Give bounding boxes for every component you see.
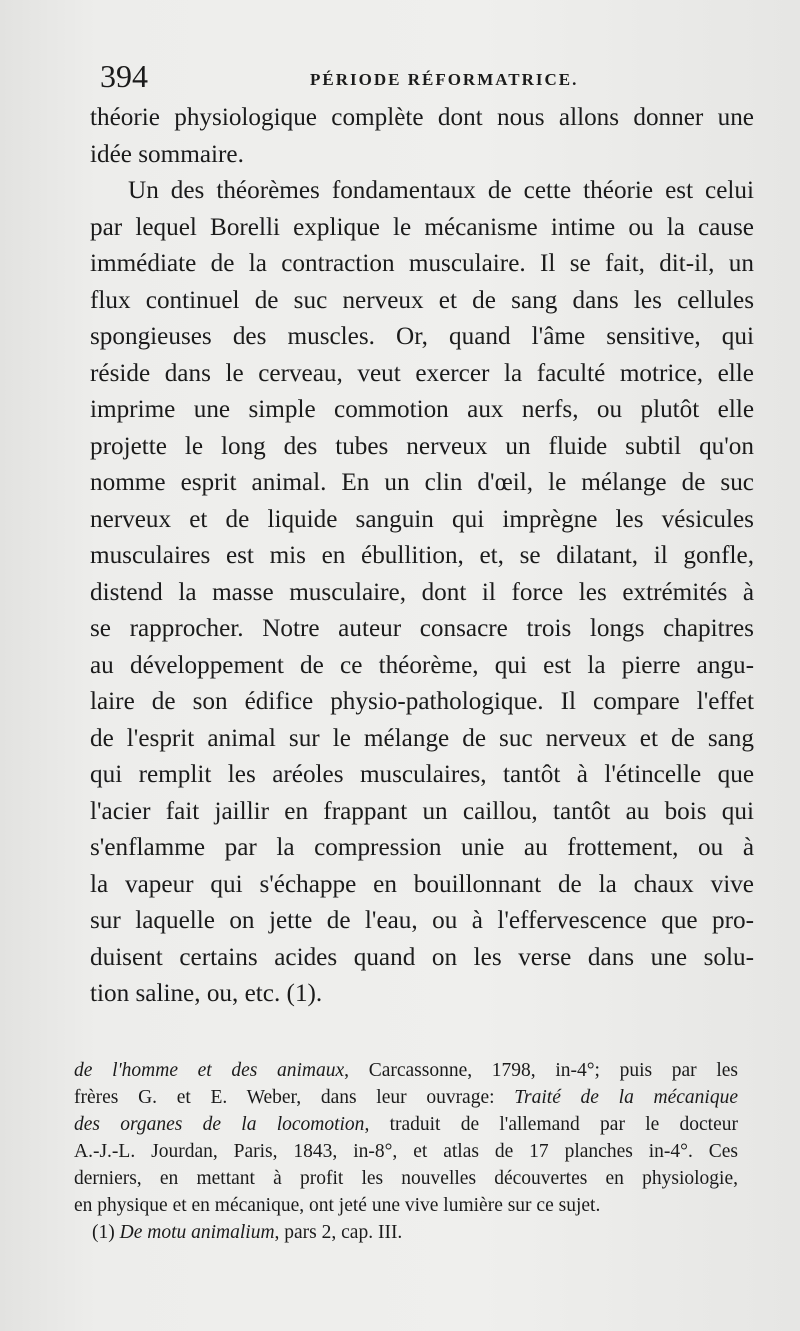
- footnotes: [74, 1057, 738, 1246]
- text-line: immédiate de la contraction musculaire. Il se fait, dit-il, un: [90, 250, 754, 277]
- footnote-text: , pars 2, cap. III.: [274, 1222, 403, 1243]
- text-line: laire de son édifice physio-pathologique. Il compare l'effet: [90, 688, 754, 715]
- footnote-line: [74, 1057, 738, 1084]
- footnote-line: A.-J.-L. Jourdan, Paris, 1843, in-8°, et atlas de 17 planches in-4°. Ces: [74, 1141, 738, 1162]
- footnote-marker: (1): [92, 1222, 120, 1243]
- text-line: Un des théorèmes fondamentaux de cette théorie est celui: [128, 177, 754, 204]
- text-line: imprime une simple commotion aux nerfs, ou plutôt elle: [90, 396, 754, 423]
- footnote-italic: De motu animalium: [119, 1222, 275, 1243]
- text-line: qui remplit les aréoles musculaires, tantôt à l'étincelle que: [90, 761, 754, 788]
- page-number: 394: [100, 58, 148, 94]
- text-line: tion saline, ou, etc. (1).: [90, 980, 323, 1007]
- text-line: spongieuses des muscles. Or, quand l'âme sensitive, qui: [90, 323, 754, 350]
- footnote-1: [74, 1219, 738, 1246]
- text-line: au développement de ce théorème, qui est la pierre angu-: [90, 651, 754, 679]
- text-line: distend la masse musculaire, dont il force les extrémités à: [90, 578, 754, 606]
- text-line: projette le long des tubes nerveux un fluide subtil qu'on: [90, 432, 754, 460]
- text-line: idée sommaire.: [90, 140, 244, 168]
- text-line: l'acier fait jaillir en frappant un caillou, tantôt au bois qui: [90, 797, 754, 825]
- text-line: flux continuel de suc nerveux et de sang dans les cellules: [90, 286, 754, 314]
- footnote-italic: des organes de la locomotion: [74, 1114, 365, 1135]
- text-line: théorie physiologique complète dont nous allons donner une: [90, 104, 754, 131]
- footnote-line: [74, 1084, 738, 1111]
- footnote-italic: de l'homme et des animaux: [74, 1060, 345, 1081]
- page-header: [100, 58, 760, 98]
- footnote-text: frères G. et E. Weber, dans leur ouvrage:: [74, 1087, 515, 1108]
- text-line: musculaires est mis en ébullition, et, se dilatant, il gonfle,: [90, 542, 754, 569]
- text-line: nerveux et de liquide sanguin qui imprègne les vésicules: [90, 505, 754, 533]
- text-line: la vapeur qui s'échappe en bouillonnant de la chaux vive: [90, 870, 754, 898]
- footnote-line: en physique et en mécanique, ont jeté une vive lumière sur ce sujet.: [74, 1195, 601, 1216]
- footnote-line: [74, 1111, 738, 1138]
- footnote-line: derniers, en mettant à profit les nouvelles découvertes en physiologie,: [74, 1168, 738, 1189]
- text-line: par lequel Borelli explique le mécanisme intime ou la cause: [90, 213, 754, 241]
- text-line: duisent certains acides quand on les verse dans une solu-: [90, 943, 754, 971]
- body-text: [90, 100, 754, 1013]
- text-line: se rapprocher. Notre auteur consacre trois longs chapitres: [90, 615, 754, 642]
- running-title: PÉRIODE RÉFORMATRICE.: [310, 70, 579, 89]
- footnote-text: , Carcassonne, 1798, in-4°; puis par les: [344, 1060, 738, 1081]
- text-line: nomme esprit animal. En un clin d'œil, le mélange de suc: [90, 469, 754, 496]
- text-line: de l'esprit animal sur le mélange de suc nerveux et de sang: [90, 724, 754, 752]
- footnote-italic: Traité de la mécanique: [514, 1087, 738, 1108]
- text-line: réside dans le cerveau, veut exercer la faculté motrice, elle: [90, 359, 754, 387]
- text-line: s'enflamme par la compression unie au frottement, ou à: [90, 834, 754, 861]
- text-line: sur laquelle on jette de l'eau, ou à l'effervescence que pro-: [90, 907, 754, 934]
- footnote-text: , traduit de l'allemand par le docteur: [364, 1114, 738, 1135]
